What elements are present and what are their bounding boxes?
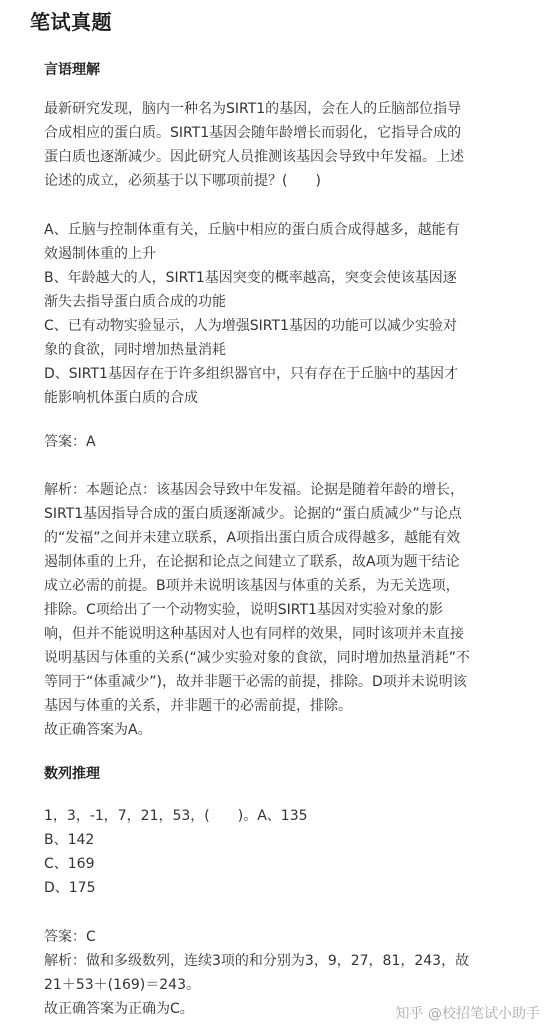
- text-line: SIRT1基因指导合成的蛋白质逐渐减少。论据的“蛋白质减少”与论点: [44, 506, 462, 522]
- option-d-line: 能影响机体蛋白质的合成: [44, 390, 198, 406]
- option-a-line: 效遏制体重的上升: [44, 246, 156, 262]
- text-line: 的“发福”之间并未建立联系，A项指出蛋白质合成得越多，越能有效: [44, 530, 461, 546]
- question-1-stem: [44, 97, 520, 193]
- question-2: [44, 804, 520, 900]
- text-line: 论述的成立，必须基于以下哪项前提？( ): [44, 173, 321, 189]
- section-heading-number-series: 数列推理: [44, 766, 100, 782]
- zhihu-watermark: 知乎 @校招笔试小助手: [395, 1006, 540, 1022]
- text-line: 合成相应的蛋白质。SIRT1基因会随年龄增长而弱化，它指导合成的: [44, 125, 462, 141]
- option-c-line: C、已有动物实验显示，人为增强SIRT1基因的功能可以减少实验对: [44, 318, 457, 334]
- text-line: 响，但并不能说明这种基因对人也有同样的效果，同时该项并未直接: [44, 626, 464, 642]
- text-line: 说明基因与体重的关系(“减少实验对象的食欲，同时增加热量消耗”不: [44, 650, 470, 666]
- text-line: 排除。C项给出了一个动物实验，说明SIRT1基因对实验对象的影: [44, 602, 443, 618]
- text-line: 蛋白质也逐渐减少。因此研究人员推测该基因会导致中年发福。上述: [44, 149, 464, 165]
- text-line: 遏制体重的上升，在论据和论点之间建立了联系，故A项为题干结论: [44, 554, 460, 570]
- option-a-line: A、丘脑与控制体重有关，丘脑中相应的蛋白质合成得越多，越能有: [44, 222, 460, 238]
- text-line: 成立必需的前提。B项并未说明该基因与体重的关系，为无关选项，: [44, 578, 460, 594]
- option-c-line: C、169: [44, 856, 95, 872]
- option-b-line: 渐失去指导蛋白质合成的功能: [44, 294, 226, 310]
- text-line: 故正确答案为A。: [44, 722, 152, 738]
- section-heading-verbal: 言语理解: [44, 62, 100, 78]
- text-line: 解析：本题论点：该基因会导致中年发福。论据是随着年龄的增长，: [44, 482, 464, 498]
- text-line: 故正确答案为正确为C。: [44, 1001, 194, 1017]
- question-1-answer: 答案：A: [44, 434, 96, 450]
- text-line: 答案：C: [44, 929, 96, 945]
- text-line: 最新研究发现，脑内一种名为SIRT1的基因，会在人的丘脑部位指导: [44, 101, 462, 117]
- option-b-line: B、142: [44, 832, 95, 848]
- text-line: 基因与体重的关系，并非题干的必需前提，排除。: [44, 698, 352, 714]
- option-c-line: 象的食欲，同时增加热量消耗: [44, 342, 226, 358]
- option-b-line: B、年龄越大的人，SIRT1基因突变的概率越高，突变会使该基因逐: [44, 270, 457, 286]
- text-line: 21＋53＋(169)＝243。: [44, 977, 200, 993]
- text-line: 等同于“体重减少”)，故并非题干必需的前提，排除。D项并未说明该: [44, 674, 467, 690]
- option-d-line: D、SIRT1基因存在于许多组织器官中，只有存在于丘脑中的基因才: [44, 366, 458, 382]
- question-1-options: [44, 218, 520, 410]
- text-line: 1，3，-1，7，21，53，( )。A、135: [44, 808, 308, 824]
- page-title: 笔试真题: [30, 10, 112, 34]
- question-1-explanation: [44, 478, 520, 742]
- text-line: 解析：做和多级数列，连续3项的和分别为3，9，27，81，243，故: [44, 953, 470, 969]
- option-d-line: D、175: [44, 880, 96, 896]
